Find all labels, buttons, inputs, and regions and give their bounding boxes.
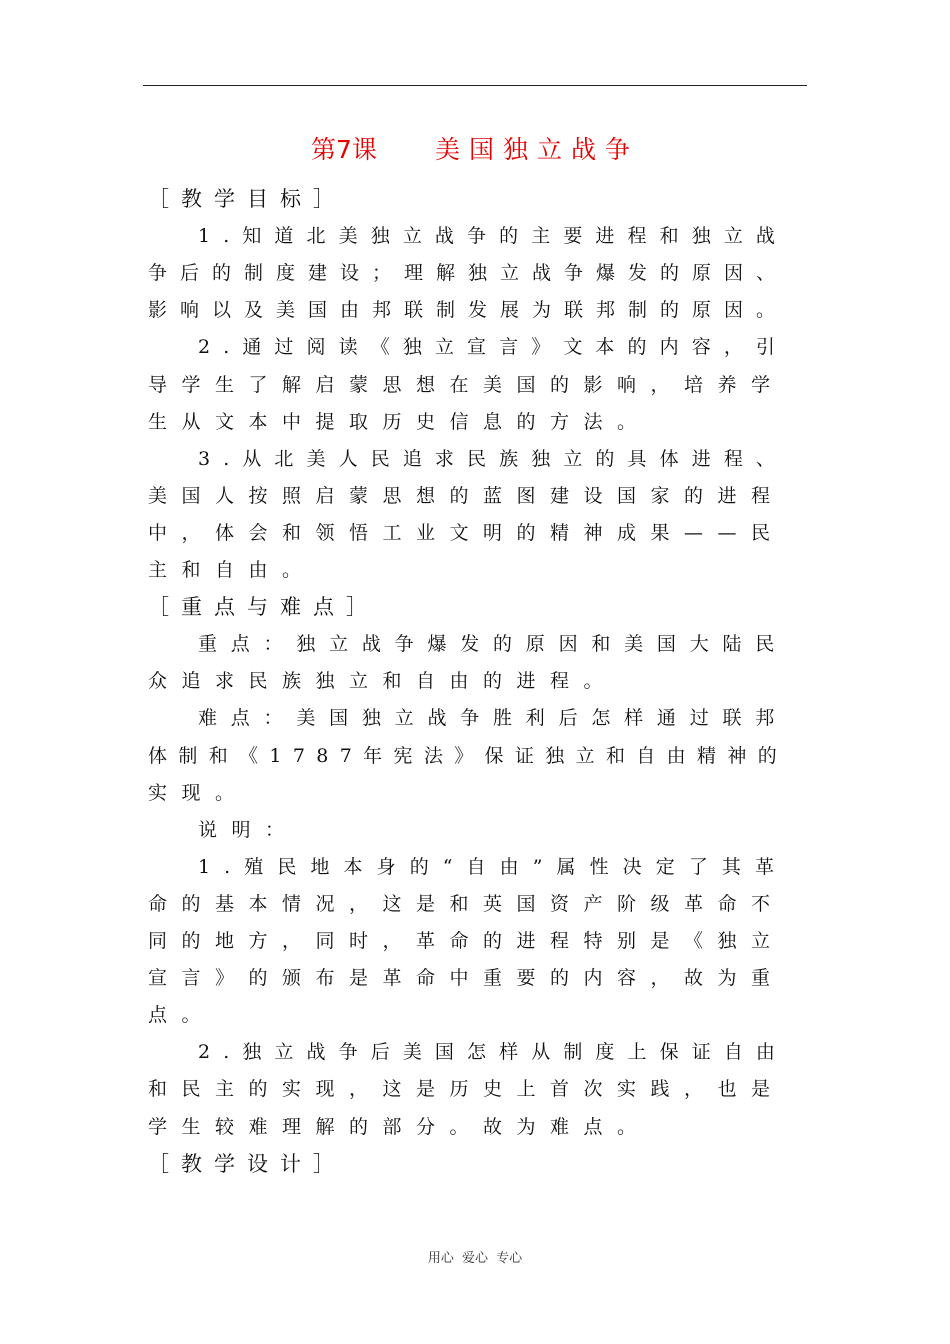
section-heading: ［教学设计］ <box>148 1151 346 1176</box>
page-title <box>0 130 950 170</box>
text-line: 1.知道北美独立战争的主要进程和独立战 <box>198 225 789 248</box>
text-line: 点。 <box>148 1004 216 1027</box>
section-heading: ［教学目标］ <box>148 187 346 211</box>
header-rule <box>143 85 807 86</box>
text-line: 2.通过阅读《独立宣言》文本的内容，引 <box>198 336 789 359</box>
lesson-name: 美国独立战争 <box>434 135 639 164</box>
text-line: 生从文本中提取历史信息的方法。 <box>148 410 651 433</box>
text-line: 和民主的实现，这是历史上首次实践，也是 <box>148 1078 785 1101</box>
text-line: 中，体会和领悟工业文明的精神成果——民 <box>148 521 785 544</box>
text-line: 1.殖民地本身的“自由”属性决定了其革 <box>198 855 789 878</box>
section-heading: ［重点与难点］ <box>148 595 379 620</box>
text-line: 众追求民族独立和自由的进程。 <box>148 670 618 693</box>
text-line: 2.独立战争后美国怎样从制度上保证自由 <box>198 1041 789 1064</box>
text-line: 实现。 <box>148 781 249 804</box>
text-line: 主和自由。 <box>148 559 316 581</box>
text-line: 美国人按照启蒙思想的蓝图建设国家的进程 <box>148 484 785 507</box>
text-line: 同的地方，同时，革命的进程特别是《独立 <box>148 930 785 952</box>
lesson-number: 第7课 <box>311 135 377 164</box>
text-line: 体制和《1787年宪法》保证独立和自由精神的 <box>148 744 789 767</box>
text-line: 宣言》的颁布是革命中重要的内容，故为重 <box>148 967 785 990</box>
text-line: 重点：独立战争爆发的原因和美国大陆民 <box>198 633 789 656</box>
text-line: 导学生了解启蒙思想在美国的影响，培养学 <box>148 373 785 396</box>
text-line: 说明： <box>198 818 299 841</box>
text-line: 争后的制度建设；理解独立战争爆发的原因、 <box>148 262 789 285</box>
text-line: 学生较难理解的部分。故为难点。 <box>148 1115 651 1138</box>
text-line: 难点：美国独立战争胜利后怎样通过联邦 <box>198 707 789 730</box>
page-footer: 用心 爱心 专心 <box>427 1251 523 1266</box>
text-line: 命的基本情况，这是和英国资产阶级革命不 <box>148 892 785 915</box>
text-line: 3.从北美人民追求民族独立的具体进程、 <box>198 447 789 470</box>
text-line: 影响以及美国由邦联制发展为联邦制的原因。 <box>148 299 789 322</box>
